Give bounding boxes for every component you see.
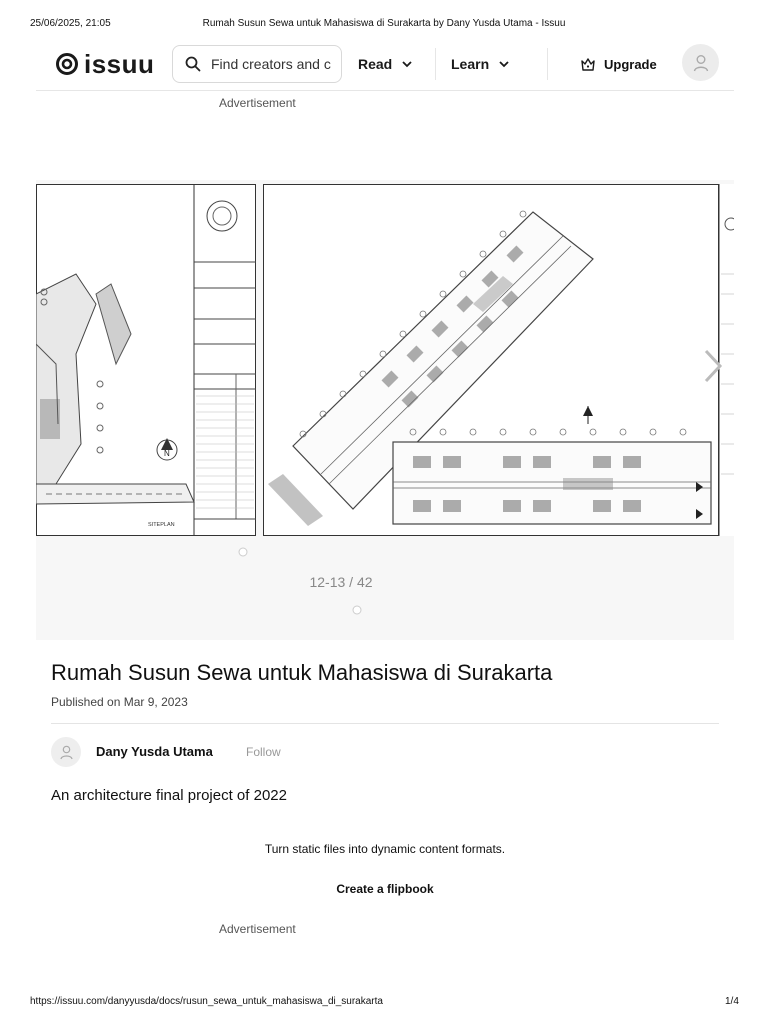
- search-icon: [185, 56, 201, 72]
- nav-divider: [435, 48, 436, 80]
- read-menu-button[interactable]: [358, 45, 412, 83]
- upgrade-label: Upgrade: [604, 56, 657, 72]
- create-flipbook-row: [0, 882, 768, 896]
- document-title: Rumah Susun Sewa untuk Mahasiswa di Surakarta: [51, 660, 553, 685]
- page-dot-indicator[interactable]: [238, 547, 248, 557]
- user-icon: [693, 54, 709, 72]
- print-doc-title: Rumah Susun Sewa untuk Mahasiswa di Surakarta by Dany Yusda Utama - Issuu: [202, 18, 566, 29]
- next-page-arrow-icon[interactable]: [702, 348, 724, 384]
- print-page-number: 1/4: [725, 996, 739, 1007]
- author-name-link[interactable]: Dany Yusda Utama: [96, 744, 213, 759]
- chevron-down-icon: [499, 61, 509, 68]
- read-label: Read: [358, 56, 393, 72]
- promo-text: [0, 842, 768, 856]
- info-divider: [51, 723, 719, 724]
- learn-menu-button[interactable]: [451, 45, 509, 83]
- promo-text-content: Turn static files into dynamic content formats.: [264, 842, 506, 856]
- upgrade-button[interactable]: [580, 45, 657, 83]
- floor-plan-drawing: [263, 184, 734, 536]
- page-12: [36, 184, 256, 536]
- published-date: Published on Mar 9, 2023: [51, 695, 188, 709]
- crown-icon: [580, 57, 596, 72]
- advertisement-label-bottom: Advertisement: [219, 922, 296, 936]
- nav-bottom-border: [36, 90, 734, 91]
- create-flipbook-button[interactable]: Create a flipbook: [336, 882, 434, 896]
- chevron-down-icon: [402, 61, 412, 68]
- print-url: https://issuu.com/danyyusda/docs/rusun_sewa_untuk_mahasiswa_di_surakarta: [30, 996, 383, 1007]
- user-icon: [60, 745, 73, 760]
- search-box[interactable]: [172, 45, 342, 83]
- issuu-logo-icon: [56, 53, 78, 75]
- nav-divider: [547, 48, 548, 80]
- siteplan-label: SITEPLAN: [148, 522, 175, 528]
- document-viewer[interactable]: [36, 180, 734, 640]
- print-datetime: 25/06/2025, 21:05: [30, 18, 111, 29]
- follow-button[interactable]: Follow: [246, 745, 281, 759]
- document-description: An architecture final project of 2022: [51, 787, 287, 804]
- author-avatar[interactable]: [51, 737, 81, 767]
- search-input[interactable]: [211, 56, 331, 72]
- north-label: N: [164, 449, 170, 458]
- learn-label: Learn: [451, 56, 490, 72]
- advertisement-label-top: Advertisement: [219, 96, 296, 110]
- user-avatar-button[interactable]: [682, 44, 719, 81]
- page-dot-indicator[interactable]: [352, 605, 362, 615]
- siteplan-drawing: [36, 184, 256, 536]
- page-13: [263, 184, 734, 536]
- issuu-logo[interactable]: [56, 48, 154, 80]
- logo-wordmark: issuu: [84, 48, 155, 79]
- page-indicator: 12-13 / 42: [309, 574, 373, 590]
